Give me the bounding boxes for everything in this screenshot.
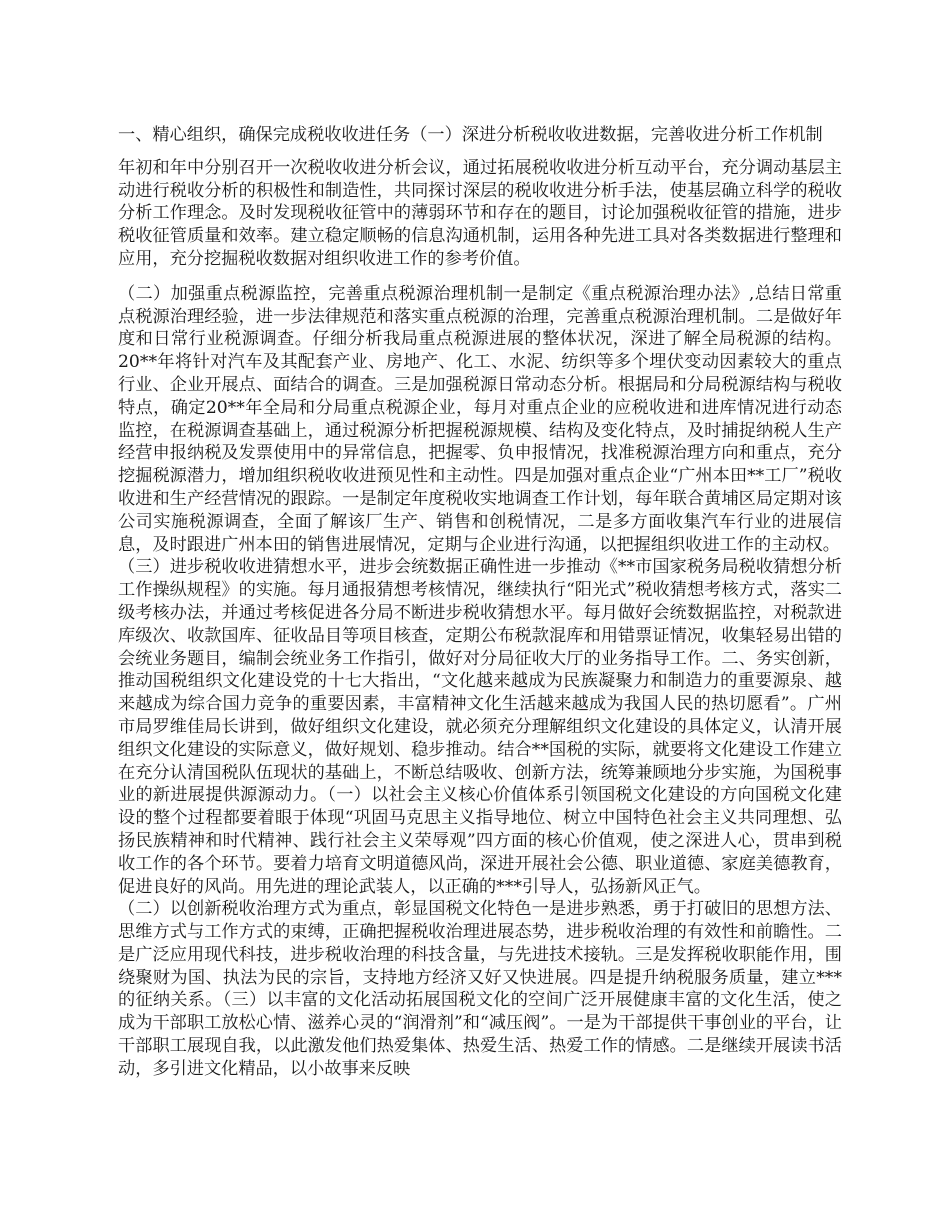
paragraph-innovation: （二）以创新税收治理方式为重点，彰显国税文化特色一是进步熟悉，勇于打破旧的思想方法、思维方式与工作方式的束缚，正确把握税收治理进展态势，进步税收治理的有效性和前瞻性。二是广泛应用现代科技，进步税收治理的科技含量，与先进技术接轨。三是发挥税收职能作用，围绕聚财为国、执法为民的宗旨，支持地方经济又好又快进展。四是提升纳税服务质量，建立***的征纳关系。（三）以丰富的文化活动拓展国税文化的空间广泛开展健康丰富的文化生活，使之成为干部职工放松心情、滋养心灵的“润滑剂”和“减压阀”。一是为干部提供干事创业的平台，让干部职工展现自我，以此激发他们热爱集体、热爱生活、热爱工作的情感。二是继续开展读书活动，多引进文化精品，以小故事来反映 (118, 899, 842, 1079)
paragraph-tax-analysis: 年初和年中分别召开一次税收收进分析会议，通过拓展税收收进分析互动平台，充分调动基层主动进行税收分析的积极性和制造性，共同探讨深层的税收收进分析手法，使基层确立科学的税收分析工作理念。及时发现税收征管中的薄弱环节和存在的题目，讨论加强税收征管的措施，进步税收征管质量和效率。建立稳定顺畅的信息沟通机制，运用各种先进工具对各类数据进行整理和应用，充分挖掘税收数据对组织收进工作的参考价值。 (118, 157, 842, 269)
paragraph-key-tax-sources: （二）加强重点税源监控，完善重点税源治理机制一是制定《重点税源治理办法》,总结日常重点税源治理经验，进一步法律规范和落实重点税源的治理，完善重点税源治理机制。二是做好年度和日常行业税源调查。仔细分析我局重点税源进展的整体状况，深进了解全局税源的结构。20**年将针对汽车及其配套产业、房地产、化工、水泥、纺织等多个埋伏变动因素较大的重点行业、企业开展点、面结合的调查。三是加强税源日常动态分析。根据局和分局税源结构与税收特点，确定20**年全局和分局重点税源企业，每月对重点企业的应税收进和进库情况进行动态监控，在税源调查基础上，通过税源分析把握税源规模、结构及变化特点，及时捕捉纳税人生产经营申报纳税及发票使用中的异常信息，把握零、负申报情况，找准税源治理方向和重点，充分挖掘税源潜力，增加组织税收收进预见性和主动性。四是加强对重点企业“广州本田**工厂”税收收进和生产经营情况的跟踪。一是制定年度税收实地调查工作计划，每年联合黄埔区局定期对该公司实施税源调查，全面了解该厂生产、销售和创税情况，二是多方面收集汽车行业的进展信息，及时跟进广州本田的销售进展情况，定期与企业进行沟通，以把握组织收进工作的主动权。 (118, 283, 842, 555)
paragraph-heading: 一、精心组织，确保完成税收收进任务（一）深进分析税收收进数据，完善收进分析工作机制 (118, 125, 823, 145)
paragraph-forecast-culture: （三）进步税收收进猜想水平，进步会统数据正确性进一步推动《**市国家税务局税收猜想分析工作操纵规程》的实施。每月通报猜想考核情况，继续执行“阳光式”税收猜想考核方式，落实二级考核办法，并通过考核促进各分局不断进步税收猜想水平。每月做好会统数据监控，对税款进库级次、收款国库、征收品目等项目核查，定期公布税款混库和用错票证情况，收集轻易出错的会统业务题目，编制会统业务工作指引，做好对分局征收大厅的业务指导工作。二、务实创新，推动国税组织文化建设党的十七大指出，“文化越来越成为民族凝聚力和制造力的重要源泉、越来越成为综合国力竞争的重要因素，丰富精神文化生活越来越成为我国人民的热切愿看”。广州市局罗维佳局长讲到，做好组织文化建设，就必须充分理解组织文化建设的具体定义，认清开展组织文化建设的实际意义，做好规划、稳步推动。结合**国税的实际，就要将文化建设工作建立在充分认清国税队伍现状的基础上，不断总结吸收、创新方法，统筹兼顾地分步实施，为国税事业的新进展提供源源动力。（一）以社会主义核心价值体系引领国税文化建设的方向国税文化建设的整个过程都要着眼于体现“巩固马克思主义指导地位、树立中国特色社会主义共同理想、弘扬民族精神和时代精神、践行社会主义荣辱观”四方面的核心价值观，使之深进人心，贯串到税收工作的各个环节。要着力培育文明道德风尚，深进开展社会公德、职业道德、家庭美德教育，促进良好的风尚。用先进的理论武装人，以正确的***引导人，弘扬新风正气。 (118, 557, 842, 897)
